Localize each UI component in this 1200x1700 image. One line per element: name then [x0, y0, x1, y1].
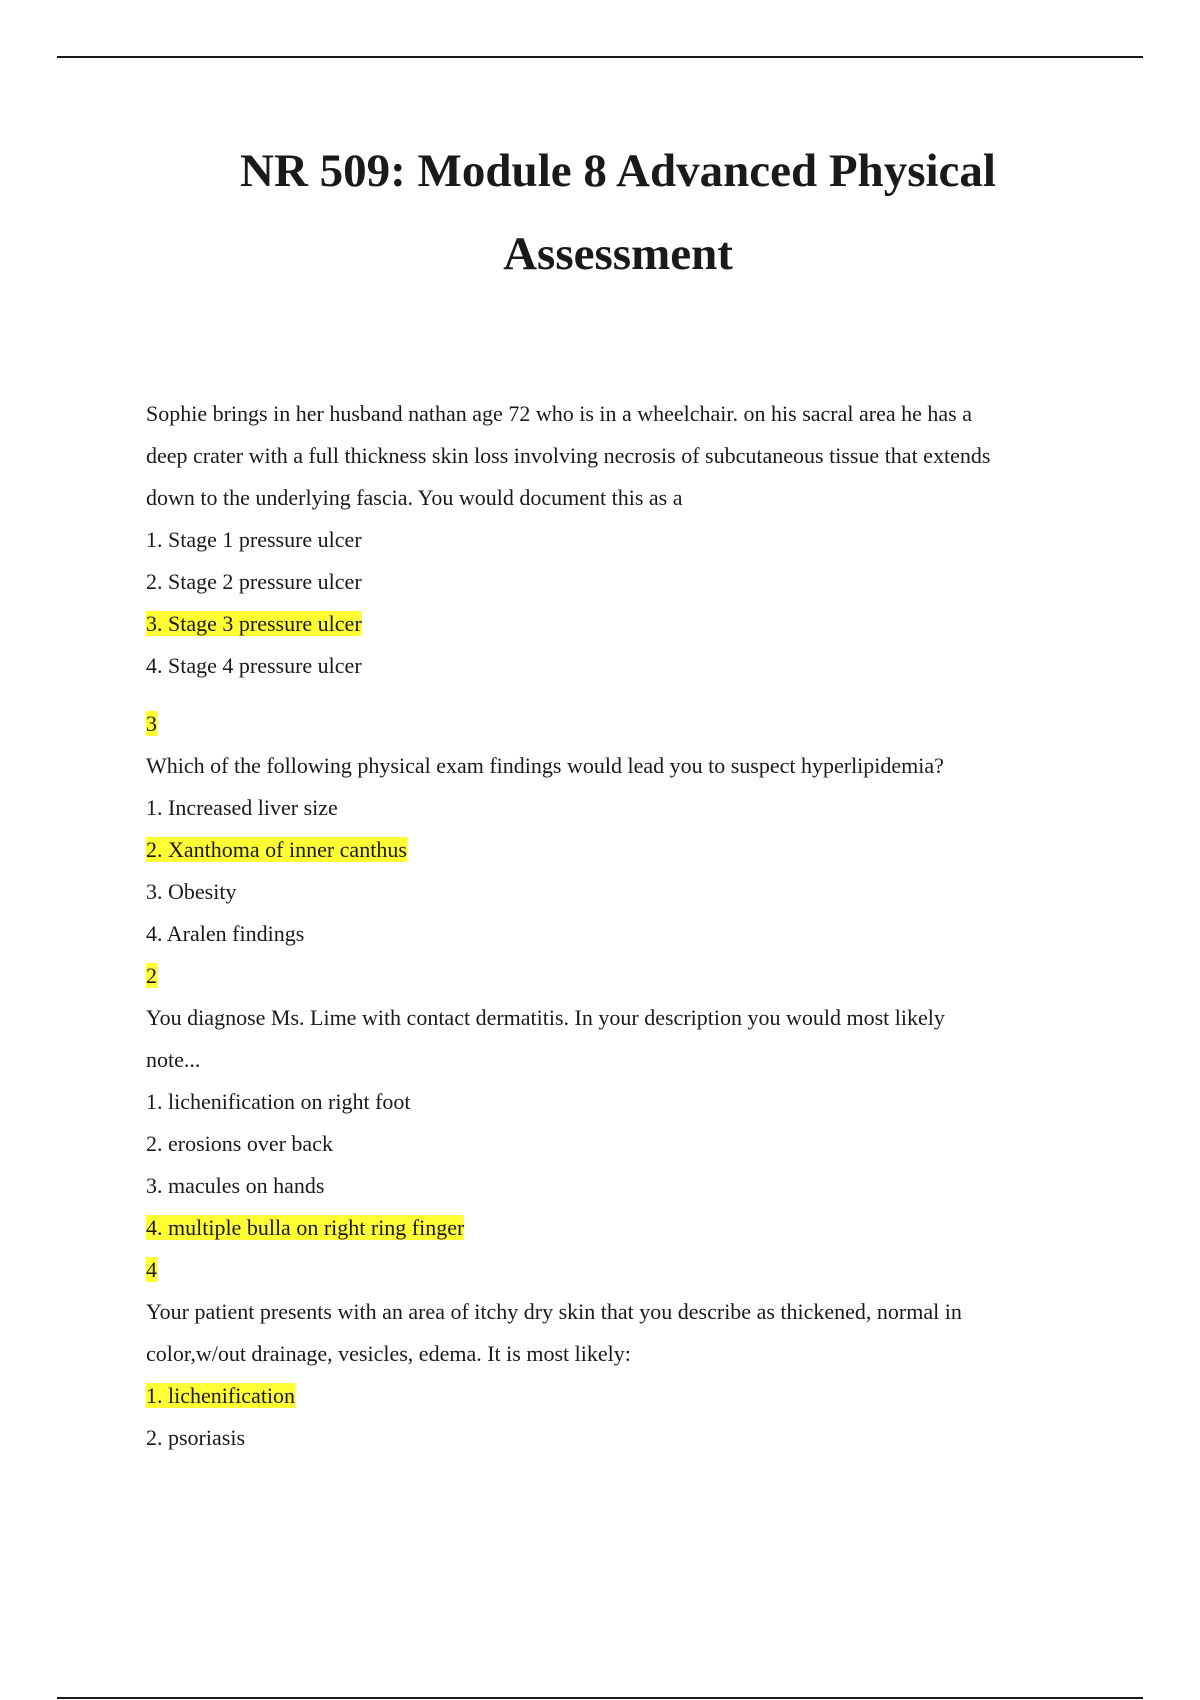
option-text: 2. erosions over back	[146, 1131, 333, 1156]
question-4-option-2	[146, 1417, 1086, 1459]
question-2-option-4	[146, 913, 1086, 955]
document-body	[146, 393, 1086, 1459]
option-text: 4. Stage 4 pressure ulcer	[146, 653, 362, 678]
option-text: 2. Stage 2 pressure ulcer	[146, 569, 362, 594]
option-text: 1. lichenification on right foot	[146, 1089, 411, 1114]
question-4-option-1	[146, 1375, 1086, 1417]
question-1-answer	[146, 703, 1086, 745]
question-2-answer	[146, 955, 1086, 997]
highlighted-correct-option: 4. multiple bulla on right ring finger	[146, 1215, 465, 1240]
question-3-stem-line-2: note...	[146, 1047, 201, 1072]
question-3-option-3	[146, 1165, 1086, 1207]
top-rule	[57, 56, 1143, 58]
question-4-stem-line-1: Your patient presents with an area of itchy dry skin that you describe as thickened, normal in	[146, 1299, 962, 1324]
question-2-option-1	[146, 787, 1086, 829]
title-line-2: Assessment	[503, 228, 733, 280]
question-3-option-4	[146, 1207, 1086, 1249]
highlighted-answer: 4	[146, 1257, 157, 1282]
highlighted-answer: 2	[146, 963, 157, 988]
question-1-stem-line-3: down to the underlying fascia. You would document this as a	[146, 485, 683, 510]
question-4-stem-line-2: color,w/out drainage, vesicles, edema. It is most likely:	[146, 1341, 631, 1366]
question-1-option-3	[146, 603, 1086, 645]
bottom-rule	[57, 1697, 1143, 1699]
option-text: 2. psoriasis	[146, 1425, 245, 1450]
question-1-option-4	[146, 645, 1086, 687]
question-3-stem-line-1: You diagnose Ms. Lime with contact dermatitis. In your description you would most likely	[146, 1005, 945, 1030]
question-3	[146, 997, 1086, 1291]
question-1-option-1	[146, 519, 1086, 561]
option-text: 3. macules on hands	[146, 1173, 325, 1198]
title-line-1: NR 509: Module 8 Advanced Physical	[240, 145, 996, 197]
question-1-stem-line-2: deep crater with a full thickness skin loss involving necrosis of subcutaneous tissue that extends	[146, 443, 991, 468]
question-1	[146, 393, 1086, 745]
highlighted-answer: 3	[146, 711, 157, 736]
question-2-option-3	[146, 871, 1086, 913]
question-3-option-1	[146, 1081, 1086, 1123]
highlighted-correct-option: 1. lichenification	[146, 1383, 296, 1408]
option-text: 1. Stage 1 pressure ulcer	[146, 527, 362, 552]
document-title	[0, 130, 1200, 296]
question-1-stem-line-1: Sophie brings in her husband nathan age 72 who is in a wheelchair. on his sacral area he has a	[146, 401, 972, 426]
highlighted-correct-option: 2. Xanthoma of inner canthus	[146, 837, 407, 862]
question-3-option-2	[146, 1123, 1086, 1165]
option-text: 1. Increased liver size	[146, 795, 338, 820]
question-2-option-2	[146, 829, 1086, 871]
option-text: 4. Aralen findings	[146, 921, 305, 946]
question-2-stem-line-1: Which of the following physical exam findings would lead you to suspect hyperlipidemia?	[146, 753, 944, 778]
question-3-answer	[146, 1249, 1086, 1291]
question-2	[146, 745, 1086, 997]
option-text: 3. Obesity	[146, 879, 237, 904]
question-4	[146, 1291, 1086, 1459]
question-1-option-2	[146, 561, 1086, 603]
highlighted-correct-option: 3. Stage 3 pressure ulcer	[146, 611, 362, 636]
